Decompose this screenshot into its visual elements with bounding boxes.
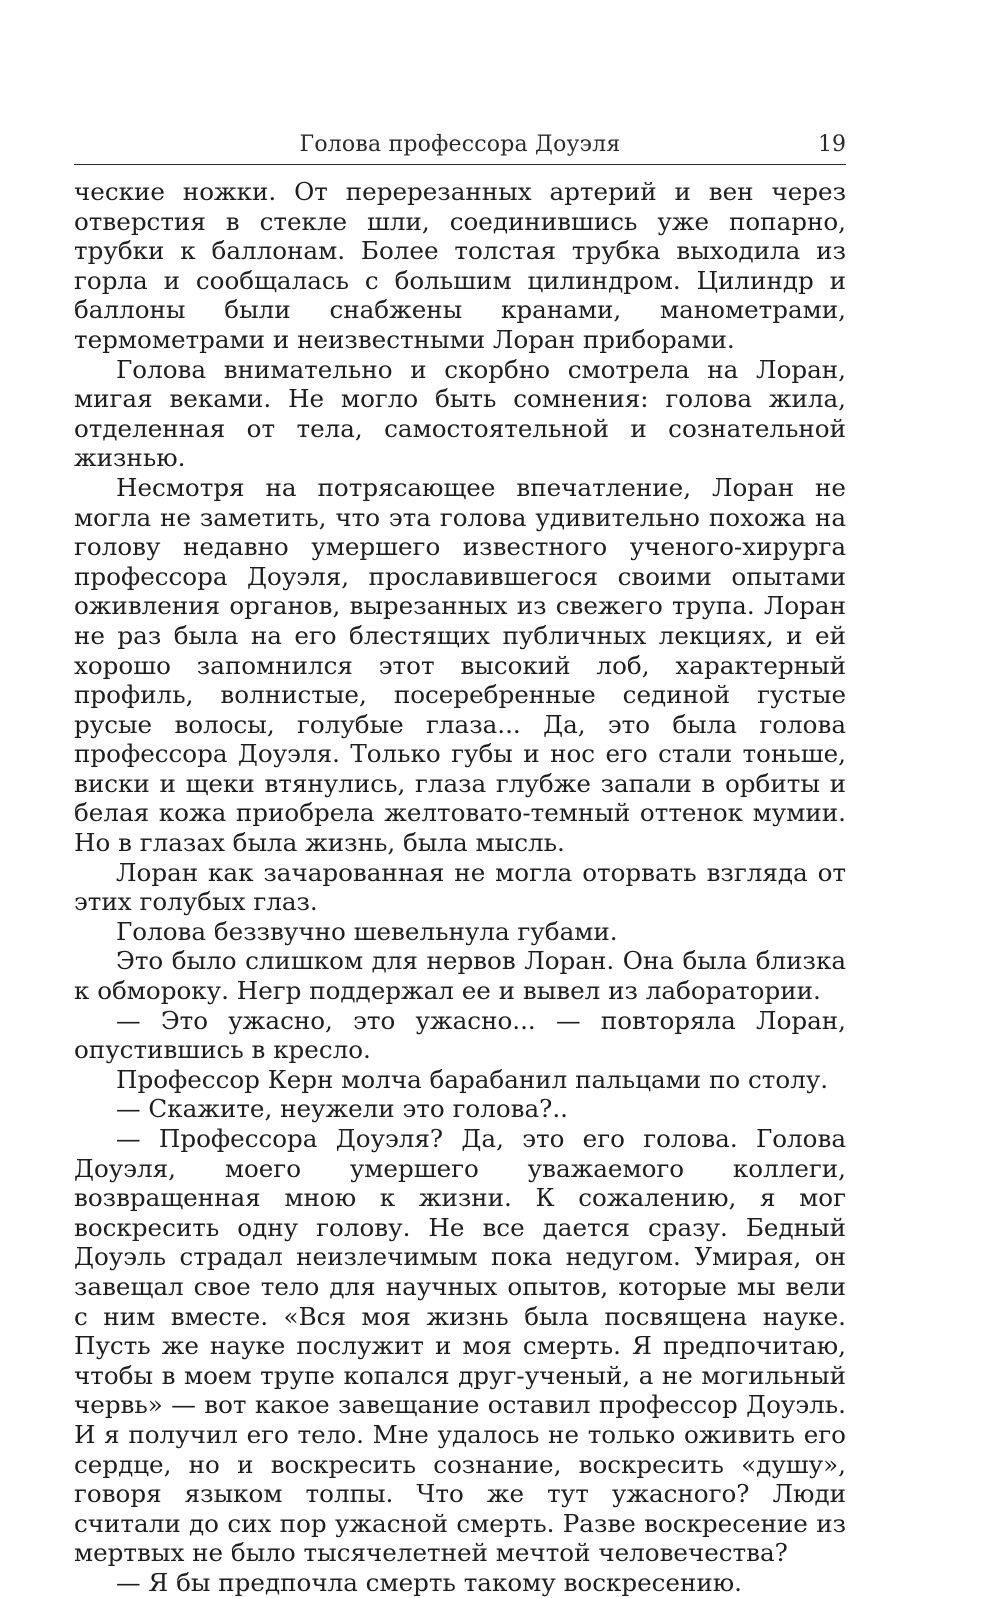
- paragraph: Это было слишком для нервов Лоран. Она была близка к обмороку. Негр поддержал ее и вывел из лаборатории.: [74, 946, 846, 1006]
- running-title: Голова профессора Доуэля: [299, 132, 621, 157]
- dialogue-line: — Я бы предпочла смерть такому воскресению.: [116, 1567, 742, 1597]
- body-text: [74, 177, 846, 1598]
- running-header: [74, 130, 846, 165]
- dialogue-line: — Профессора Доуэля? Да, это его голова. Голова Доуэля, моего умершего уважаемого коллеги, возвращенная мною к жизни. К сожалению, я мог воскресить одну голову. Не все дается сразу. Бедный Доуэль страдал неизлечимым пока недугом. Умирая, он завещал свое тело для научных опытов, которые мы вели с ним вместе. «Вся моя жизнь была посвящена науке. Пусть же науке послужит и моя смерть. Я предпочитаю, чтобы в моем трупе копался друг-ученый, а не могильный червь» — вот какое завещание оставил профессор Доуэль. И я получил его тело. Мне удалось не только оживить его сердце, но и воскресить сознание, воскресить «душу», говоря языком толпы. Что же тут ужасного? Люди считали до сих пор ужасной смерть. Разве воскресение из мертвых не было тысячелетней мечтой человечества?: [74, 1124, 846, 1568]
- paragraph: Голова беззвучно шевельнула губами.: [116, 916, 618, 946]
- paragraph: Несмотря на потрясающее впечатление, Лоран не могла не заметить, что эта голова удивительно похожа на голову недавно умершего известного ученого-хирурга профессора Доуэля, прославившегося своими опытами оживления органов, вырезанных из свежего трупа. Лоран не раз была на его блестящих публичных лекциях, и ей хорошо запомнился этот высокий лоб, характерный профиль, волнистые, посеребренные сединой густые русые волосы, голубые глаза... Да, это была голова профессора Доуэля. Только губы и нос его стали тоньше, виски и щеки втянулись, глаза глубже запали в орбиты и белая кожа приобрела желтовато-темный оттенок мумии. Но в глазах была жизнь, была мысль.: [74, 472, 846, 858]
- book-page: [74, 130, 846, 1598]
- dialogue-line: — Скажите, неужели это голова?..: [116, 1094, 568, 1124]
- paragraph: Профессор Керн молча барабанил пальцами по столу.: [116, 1064, 829, 1094]
- paragraph: ческие ножки. От перерезанных артерий и вен через отверстия в стекле шли, соединившись уже попарно, трубки к баллонам. Более толстая трубка выходила из горла и сообщалась с большим цилиндром. Цилиндр и баллоны были снабжены кранами, манометрами, термометрами и неизвестными Лоран приборами.: [74, 177, 846, 354]
- dialogue-line: — Это ужасно, это ужасно... — повторяла Лоран, опустившись в кресло.: [74, 1005, 846, 1065]
- page-number: 19: [818, 132, 846, 157]
- paragraph: Лоран как зачарованная не могла оторвать взгляда от этих голубых глаз.: [74, 857, 846, 917]
- paragraph: Голова внимательно и скорбно смотрела на Лоран, мигая веками. Не могло быть сомнения: голова жила, отделенная от тела, самостоятельной и сознательной жизнью.: [74, 354, 846, 473]
